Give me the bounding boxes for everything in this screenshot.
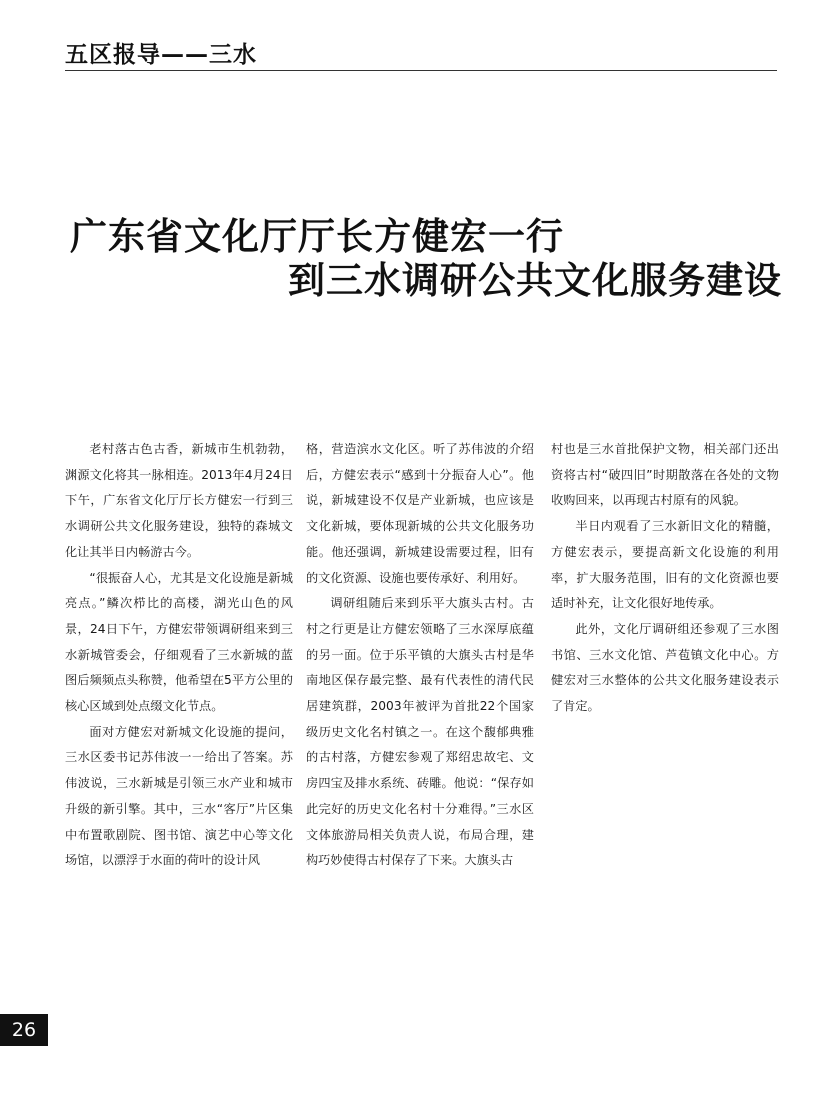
article-title-line-1: 广东省文化厅厅长方健宏一行 <box>70 215 564 258</box>
body-column-1 <box>65 437 293 874</box>
paragraph: 老村落古色古香，新城市生机勃勃，渊源文化将其一脉相连。2013年4月24日下午，广东省文化厅厅长方健宏一行到三水调研公共文化服务建设，独特的森城文化让其半日内畅游古今。 <box>65 442 293 559</box>
page-number: 26 <box>0 1014 48 1046</box>
header-rule <box>65 70 777 71</box>
paragraph: 调研组随后来到乐平大旗头古村。古村之行更是让方健宏领略了三水深厚底蕴的另一面。位于乐平镇的大旗头古村是华南地区保存最完整、最有代表性的清代民居建筑群，2003年被评为首批22个国家级历史文化名村镇之一。在这个馥郁典雅的古村落，方健宏参观了郑绍忠故宅、文房四宝及排水系统、砖雕。他说：“保存如此完好的历史文化名村十分难得。”三水区文体旅游局相关负责人说，布局合理，建构巧妙使得古村保存了下来。大旗头古 <box>306 596 534 868</box>
paragraph: 此外，文化厅调研组还参观了三水图书馆、三水文化馆、芦苞镇文化中心。方健宏对三水整体的公共文化服务建设表示了肯定。 <box>551 621 779 714</box>
paragraph: “很振奋人心，尤其是文化设施是新城亮点。”鳞次栉比的高楼，湖光山色的风景，24日下午，方健宏带领调研组来到三水新城管委会，仔细观看了三水新城的蓝图后频频点头称赞，他希望在5平方公里的核心区域到处点缀文化节点。 <box>65 570 293 714</box>
body-column-2 <box>306 437 534 874</box>
article-title-line-2: 到三水调研公共文化服务建设 <box>288 259 782 302</box>
paragraph: 半日内观看了三水新旧文化的精髓，方健宏表示，要提高新文化设施的利用率，扩大服务范围，旧有的文化资源也要适时补充，让文化很好地传承。 <box>551 519 779 611</box>
paragraph: 面对方健宏对新城文化设施的提问，三水区委书记苏伟波一一给出了答案。苏伟波说，三水新城是引领三水产业和城市升级的新引擎。其中，三水“客厅”片区集中布置歌剧院、图书馆、演艺中心等文化场馆，以漂浮于水面的荷叶的设计风 <box>65 724 293 868</box>
section-header: 五区报导——三水 <box>65 42 257 68</box>
paragraph: 格，营造滨水文化区。听了苏伟波的介绍后，方健宏表示“感到十分振奋人心”。他说，新城建设不仅是产业新城，也应该是文化新城，要体现新城的公共文化服务功能。他还强调，新城建设需要过程，旧有的文化资源、设施也要传承好、利用好。 <box>306 442 534 585</box>
paragraph: 村也是三水首批保护文物，相关部门还出资将古村“破四旧”时期散落在各处的文物收购回来，以再现古村原有的风貌。 <box>551 442 779 508</box>
body-column-3 <box>551 437 779 720</box>
